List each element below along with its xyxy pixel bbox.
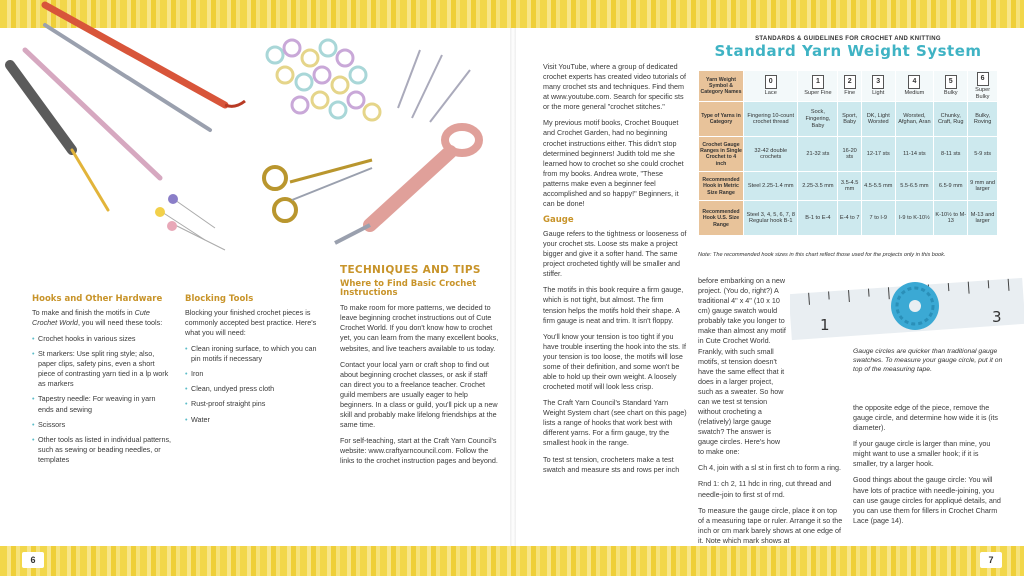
table-cell: Worsted, Afghan, Aran xyxy=(896,102,934,136)
table-cell: 8-11 sts xyxy=(934,137,967,171)
paragraph: before embarking on a new project. (You do, right?) A traditional 4" x 4" (10 x 10 cm) gauge swatch would probably take you longer to make than almost any motif in Cute Crochet World. Frankly, with such small motifs, st tension doesn't have the same effect that it does in a larger project, such as a sweater. So how can we test st tension without crocheting a (relatively) large gauge swatch? The answer is gauge circles. Here's how to make one: xyxy=(698,276,786,457)
list-item: • Crochet hooks in various sizes xyxy=(32,334,172,344)
paragraph: For self-teaching, start at the Craft Yarn Council's website: www.craftyarncouncil.com. Follow the links to the crochet instruction pages and beyond. xyxy=(340,436,498,466)
paragraph: Contact your local yarn or craft shop to find out about beginning crochet classes, or ask if staff can direct you to a freelance teacher. Crochet guild members are usually eager to help beginners. In a class or guild, you'll pick up a new skill and probably make lifelong friendships at the same time. xyxy=(340,359,498,430)
paragraph: The motifs in this book require a firm gauge, which is not tight, but almost. The firm tension helps the motifs hold their shape. A firm gauge is neat and trim. It isn't floppy. xyxy=(543,285,684,325)
table-row xyxy=(699,201,997,235)
table-cell: Sport, Baby xyxy=(838,102,861,136)
row-label: Crochet Gauge Ranges in Single Crochet to 4 inch xyxy=(699,137,743,171)
table-cell: 11-14 sts xyxy=(896,137,934,171)
table-cell: Steel 3, 4, 5, 6, 7, 8 Regular hook B-1 xyxy=(744,201,797,235)
table-row xyxy=(699,102,997,136)
chart-supertitle: STANDARDS & GUIDELINES FOR CROCHET AND KNITTING xyxy=(755,36,941,42)
list-item: • Clean ironing surface, to which you can pin motifs if necessary xyxy=(185,344,325,364)
gold-hook-shaft xyxy=(72,150,108,210)
table-cell: Sock, Fingering, Baby xyxy=(798,102,837,136)
table-cell: B-1 to E-4 xyxy=(798,201,837,235)
crochet-tools-photo xyxy=(0,0,500,290)
table-row xyxy=(699,172,997,200)
table-cell: 6 Super Bulky xyxy=(968,71,997,101)
row-label: Yarn Weight Symbol & Category Names xyxy=(699,71,743,101)
table-cell: 7 to I-9 xyxy=(862,201,895,235)
list-item: • Tapestry needle: For weaving in yarn ends and sewing xyxy=(32,394,172,414)
paragraph: The Craft Yarn Council's Standard Yarn Weight System chart (see chart on this page) lists a range of hooks that work best with different yarns. For a firm gauge, try the smallest hook in the range. xyxy=(543,398,687,448)
table-cell: 2.25-3.5 mm xyxy=(798,172,837,200)
gold-scissors xyxy=(264,160,372,221)
blocking-column xyxy=(185,294,325,430)
paragraph: To make room for more patterns, we decided to leave beginning crochet instructions out of Cute Crochet World. If you don't know how to crochet yet, you can learn from the many excellent books, websites, and live teachers available to us today. xyxy=(340,303,499,353)
paragraph: the opposite edge of the piece, remove the gauge circle, and determine how wide it is (its diameter). xyxy=(853,403,999,433)
table-cell: 5-9 sts xyxy=(968,137,997,171)
page-number-left: 6 xyxy=(22,552,44,568)
paragraph: To test st tension, crocheters make a test swatch and measure sts and rows per inch xyxy=(543,454,680,474)
tape-number-1: 1 xyxy=(820,316,830,334)
yarn-symbol-icon: 4 xyxy=(908,75,920,89)
row-label: Recommended Hook U.S. Size Range xyxy=(699,201,743,235)
instructions-subheading: Where to Find Basic Crochet Instructions xyxy=(340,278,477,299)
table-cell: 1 Super Fine xyxy=(798,71,837,101)
table-cell: 4 Medium xyxy=(896,71,934,101)
tape-number-3: 3 xyxy=(992,308,1002,326)
table-cell: Steel 2.25-1.4 mm xyxy=(744,172,797,200)
paragraph: To measure the gauge circle, place it on top of a measuring tape or ruler. Arrange it so the inch or cm mark barely shows at one edge of it. Note which mark shows at xyxy=(698,505,843,545)
row-label: Recommended Hook in Metric Size Range xyxy=(699,172,743,200)
gauge-column xyxy=(543,62,688,481)
table-cell: DK, Light Worsted xyxy=(862,102,895,136)
paragraph: If your gauge circle is larger than mine, you might want to use a smaller hook; if it is smaller, try a larger hook. xyxy=(853,439,991,469)
list-item: • Rust-proof straight pins xyxy=(185,399,325,409)
pink-snips xyxy=(335,127,479,243)
table-cell: E-4 to 7 xyxy=(838,201,861,235)
table-cell: Bulky, Roving xyxy=(968,102,997,136)
paragraph: Visit YouTube, where a group of dedicated crochet experts has created video tutorials of many crochet sts and techniques. Find them at www.youtube.com. Search for specific sts or the more general "crochet stitches." xyxy=(543,62,687,112)
techniques-heading: TECHNIQUES AND TIPS xyxy=(340,264,481,276)
hooks-heading: Hooks and Other Hardware xyxy=(32,294,163,304)
paragraph: You'll know your tension is too tight if you have trouble inserting the hook into the sts. If your tension is too loose, the motifs will lose some of their definition, and some won't be able to hold up their own weight. A loosely crocheted motif will look less crisp. xyxy=(543,331,687,392)
page-number-right: 7 xyxy=(980,552,1002,568)
row-label: Type of Yarns in Category xyxy=(699,102,743,136)
table-row xyxy=(699,137,997,171)
straight-pins xyxy=(155,194,225,250)
tapestry-needles xyxy=(398,50,470,122)
yarn-symbol-icon: 6 xyxy=(977,72,989,86)
paragraph: Rnd 1: ch 2, 11 hdc in ring, cut thread and needle-join to first st of rnd. xyxy=(698,479,832,499)
list-item: • Iron xyxy=(185,369,325,379)
paragraph: Gauge refers to the tightness or looseness of your crochet sts. Loose sts make a project bigger and give it a softer hand. The same project crocheted tightly will be smaller and stiffer. xyxy=(543,228,687,279)
yarn-symbol-icon: 3 xyxy=(872,75,884,89)
paragraph: My previous motif books, Crochet Bouquet and Crochet Garden, had no beginning crochet instructions either. This didn't stop determined beginners! Judith told me she learned how to crochet so she could crochet from my books. Andrea wrote, "These patterns make even a beginner feel accomplished and so happy!" Beginners, it can be done! xyxy=(543,118,684,209)
yarn-symbol-icon: 1 xyxy=(812,75,824,89)
blocking-list xyxy=(185,344,325,424)
table-cell: Fingering 10-count crochet thread xyxy=(744,102,797,136)
hooks-list xyxy=(32,334,172,465)
table-cell: 0 Lace xyxy=(744,71,797,101)
table-cell: 5.5-6.5 mm xyxy=(896,172,934,200)
list-item: • Scissors xyxy=(32,420,172,430)
table-cell: K-10½ to M-13 xyxy=(934,201,967,235)
table-cell: 2 Fine xyxy=(838,71,861,101)
book-gutter xyxy=(510,28,516,546)
silver-crochet-hook xyxy=(45,25,210,130)
list-item: • Water xyxy=(185,415,325,425)
chart-note: Note: The recommended hook sizes in this chart reflect those used for the projects only in this book. xyxy=(698,252,946,258)
gauge-caption: Gauge circles are quicker than traditional gauge swatches. To measure your gauge circle, put it on top of the measuring tape. xyxy=(853,348,1003,373)
hooks-intro: To make and finish the motifs in Cute Crochet World, you will need these tools: xyxy=(32,307,163,327)
blocking-intro: Blocking your finished crochet pieces is commonly accepted best practice. Here's what you will need: xyxy=(185,307,317,338)
yarn-weight-table xyxy=(698,70,998,236)
list-item: • Other tools as listed in individual patterns, such as sewing or beading needles, or templates xyxy=(32,435,172,465)
techniques-column xyxy=(340,263,500,472)
list-item: • Clean, undyed press cloth xyxy=(185,384,325,394)
table-cell: M-13 and larger xyxy=(968,201,997,235)
table-cell: 16-20 sts xyxy=(838,137,861,171)
table-cell: 32-42 double crochets xyxy=(744,137,797,171)
table-cell: 21-32 sts xyxy=(798,137,837,171)
table-cell: 4.5-5.5 mm xyxy=(862,172,895,200)
paragraph: Ch 4, join with a sl st in first ch to form a ring. xyxy=(698,463,842,473)
yarn-chart-header xyxy=(698,36,998,60)
paragraph: Good things about the gauge circle: You will have lots of practice with needle-joining, you can use gauge circles for appliqué details, and you can use them for fillers in Crochet Charm Lace (page 14). xyxy=(853,475,1001,525)
stitch-markers xyxy=(267,40,380,120)
red-crochet-hook xyxy=(45,5,225,105)
table-cell: Chunky, Craft, Rug xyxy=(934,102,967,136)
table-cell: 3 Light xyxy=(862,71,895,101)
table-cell: 5 Bulky xyxy=(934,71,967,101)
hooks-column xyxy=(32,294,172,470)
yarn-symbol-icon: 0 xyxy=(765,75,777,89)
table-row xyxy=(699,71,997,101)
table-cell: 6.5-9 mm xyxy=(934,172,967,200)
yarn-symbol-icon: 5 xyxy=(945,75,957,89)
table-cell: 12-17 sts xyxy=(862,137,895,171)
gauge-circle-center xyxy=(909,300,921,312)
table-cell: 9 mm and larger xyxy=(968,172,997,200)
blocking-heading: Blocking Tools xyxy=(185,294,254,304)
list-item: • St markers: Use split ring style; also, paper clips, safety pins, even a short piece of contrasting yarn tied in a lp work as markers xyxy=(32,349,172,389)
bottom-stripe-border xyxy=(0,546,1024,576)
yarn-symbol-icon: 2 xyxy=(844,75,856,89)
gauge-heading: Gauge xyxy=(543,215,574,226)
gauge-measure-column xyxy=(853,403,1001,532)
table-cell: I-9 to K-10½ xyxy=(896,201,934,235)
grey-hook-handle xyxy=(10,65,72,150)
table-cell: 3.5-4.5 mm xyxy=(838,172,861,200)
chart-title: Standard Yarn Weight System xyxy=(714,42,982,60)
measuring-tape-photo xyxy=(790,268,1024,350)
